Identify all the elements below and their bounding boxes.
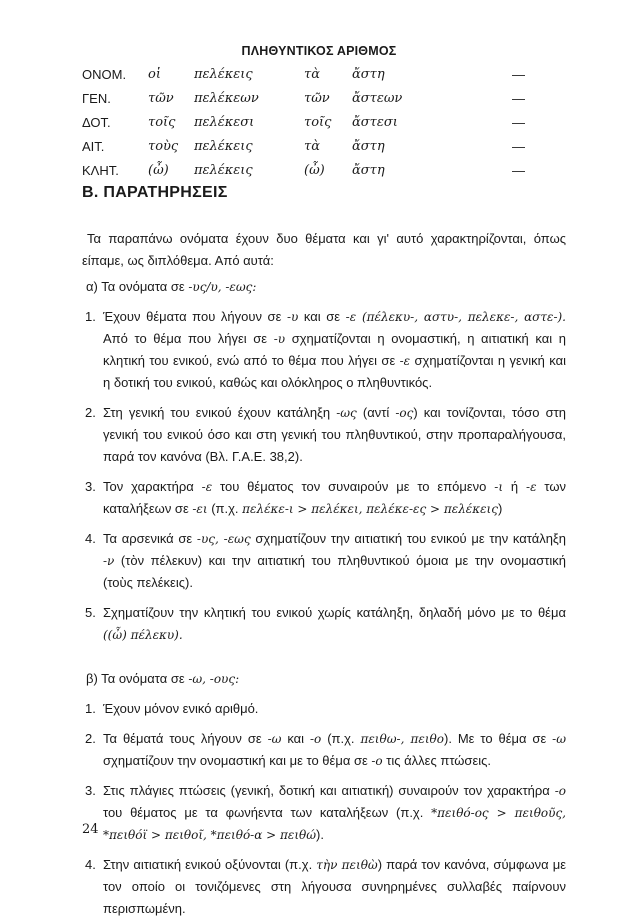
cell-form2: ἄστη: [352, 66, 385, 82]
list-item: [82, 698, 566, 720]
text-run: Στις πλάγιες πτώσεις (γενική, δοτική και αιτιατική) συναιρούν τον χαρακτήρα: [103, 783, 555, 798]
text-run: ή: [503, 479, 527, 494]
cell-art1: (ὦ): [148, 162, 169, 178]
cell-form1: πελέκεων: [194, 90, 259, 106]
text-run: και: [281, 731, 310, 746]
declension-row: [82, 134, 532, 158]
list-item-number: 4.: [85, 531, 96, 546]
cell-art1: τοὺς: [148, 138, 179, 154]
section-title: Β. ΠΑΡΑΤΗΡΗΣΕΙΣ: [82, 184, 228, 201]
list-item-text: [101, 476, 566, 520]
list-item: [82, 728, 566, 772]
cell-dash: —: [512, 90, 525, 106]
text-run: και σε: [298, 309, 346, 324]
text-run: Τον χαρακτήρα: [103, 479, 202, 494]
list-item-number: 1.: [85, 309, 96, 324]
text-run: (π.χ.: [207, 501, 243, 516]
cell-form2: ἄστη: [352, 138, 385, 154]
cell-case: ΚΛΗΤ.: [82, 162, 119, 178]
cell-case: ΓΕΝ.: [82, 90, 111, 106]
subsection-a-endings: -υς/υ, -εως:: [188, 280, 257, 294]
subsection-b-endings: -ω, -ους:: [188, 672, 240, 686]
intro-paragraph: Τα παραπάνω ονόματα έχουν δυο θέματα και γι' αυτό χαρακτηρίζονται, όπως είπαμε, ως διπλόθεμα. Από αυτά:: [82, 231, 566, 268]
list-item-text: [101, 528, 566, 594]
text-run: Έχουν θέματα που λήγουν σε: [103, 309, 287, 324]
cell-case: ΔΟΤ.: [82, 114, 111, 130]
subsection-b-prefix: β) Τα ονόματα σε: [86, 671, 189, 686]
list-item: [82, 854, 566, 920]
text-run: σχηματίζονται η γενική και η δοτική του ενικού, καθώς και ολόκληρος ο πληθυντικός.: [103, 353, 566, 390]
cell-dash: —: [512, 162, 525, 178]
italic-form: -ι: [494, 480, 504, 494]
text-run: Έχουν μόνον ενικό αριθμό.: [103, 701, 259, 716]
italic-form: πειθω-, πειθο: [360, 732, 444, 746]
italic-form: -υ: [273, 332, 286, 346]
text-run: των καταλήξεων σε: [103, 479, 566, 516]
text-run: ).: [316, 827, 324, 842]
italic-form: -ω: [267, 732, 282, 746]
list-item-text: [101, 854, 566, 920]
list-item: [82, 306, 566, 394]
italic-form: τὴν πειθὼ: [316, 858, 378, 872]
italic-form: -ω: [552, 732, 567, 746]
text-run: Τα αρσενικά σε: [103, 531, 197, 546]
cell-form2: ἄστεων: [352, 90, 403, 106]
list-item: [82, 402, 566, 468]
italic-form: -υς, -εως: [196, 532, 251, 546]
text-run: του θέματος τον συναιρούν με το επόμενο: [212, 479, 495, 494]
declension-row: [82, 86, 532, 110]
text-run: σχηματίζουν την αιτιατική του ενικού με την κατάληξη: [250, 531, 566, 546]
observations-body: [82, 228, 566, 920]
list-item-number: 3.: [85, 783, 96, 798]
text-run: Στη γενική του ενικού έχουν κατάληξη: [103, 405, 337, 420]
text-run: ): [497, 501, 503, 516]
text-run: Από το θέμα που λήγει σε: [103, 331, 274, 346]
list-item-number: 4.: [85, 857, 96, 872]
italic-form: -ε (πέλεκυ-, αστυ-, πελεκε-, αστε-).: [345, 310, 566, 324]
text-run: του θέματος με τα φωνήεντα των καταλήξεων (π.χ.: [103, 805, 432, 820]
italic-form: *πειθό-ος > πειθοῦς, *πειθόϊ > πειθοῖ, *πειθό-α > πειθώ: [103, 806, 566, 842]
subsection-a-heading: [82, 276, 566, 298]
text-run: ) και τονίζονται, τόσο στη γενική του ενικού όσο και στη γενική του πληθυντικού, στην προπαραλήγουσα, παρά τον κανόνα (Βλ. Γ.Α.Ε. 38,2).: [103, 405, 566, 464]
subsection-b-heading: [82, 668, 566, 690]
text-run: (π.χ.: [321, 731, 361, 746]
list-item: [82, 528, 566, 594]
cell-dash: —: [512, 66, 525, 82]
italic-form: -ε: [526, 480, 537, 494]
declension-row: [82, 110, 532, 134]
list-item-number: 5.: [85, 605, 96, 620]
cell-art2: (ὦ): [304, 162, 325, 178]
cell-form1: πελέκεις: [194, 66, 253, 82]
cell-art2: τῶν: [304, 90, 330, 106]
text-run: (τὸν πέλεκυν) και την αιτιατική του πληθυντικού όμοια με την ονομαστική (τοὺς πελέκεις).: [103, 553, 566, 590]
cell-art2: τὰ: [304, 66, 320, 82]
list-item-number: 2.: [85, 405, 96, 420]
list-item: [82, 602, 566, 646]
list-item-number: 2.: [85, 731, 96, 746]
cell-art1: τῶν: [148, 90, 174, 106]
text-run: ). Με το θέμα σε: [443, 731, 553, 746]
subsection-a-list: [82, 306, 566, 646]
cell-form2: ἄστεσι: [352, 114, 398, 130]
text-run: ) παρά τον κανόνα, σύμφωνα με τον οποίο οι τονιζόμενες στη λήγουσα συνηρημένες συλλαβές παίρνουν περισπωμένη.: [103, 857, 566, 916]
cell-dash: —: [512, 114, 525, 130]
cell-form1: πελέκεις: [194, 138, 253, 154]
list-item-text: [101, 402, 566, 468]
text-run: Στην αιτιατική ενικού οξύνονται (π.χ.: [103, 857, 317, 872]
declension-table: [82, 62, 532, 182]
italic-form: -ε: [201, 480, 213, 494]
list-item-text: [101, 780, 566, 846]
cell-art1: τοῖς: [148, 114, 176, 130]
italic-form: -ει: [192, 502, 208, 516]
plural-heading: ΠΛΗΘΥΝΤΙΚΟΣ ΑΡΙΘΜΟΣ: [241, 44, 397, 58]
text-run: Τα θέματά τους λήγουν σε: [103, 731, 268, 746]
italic-form: ((ὦ) πέλεκυ).: [103, 628, 183, 642]
list-item: [82, 476, 566, 520]
cell-case: ΑΙΤ.: [82, 138, 105, 154]
italic-form: -ος: [395, 406, 414, 420]
page-number: 24: [82, 822, 99, 837]
text-run: σχηματίζουν την ονομαστική και με το θέμα σε: [103, 753, 372, 768]
cell-form2: ἄστη: [352, 162, 385, 178]
list-item-number: 3.: [85, 479, 96, 494]
italic-form: πελέκε-ι > πελέκει, πελέκε-ες > πελέκεις: [242, 502, 498, 516]
list-item-text: [101, 698, 566, 720]
italic-form: -ο: [371, 754, 383, 768]
cell-art1: οἱ: [148, 66, 161, 82]
cell-form1: πελέκεσι: [194, 114, 255, 130]
text-run: τις άλλες πτώσεις.: [382, 753, 492, 768]
cell-form1: πελέκεις: [194, 162, 253, 178]
list-item-text: [101, 602, 566, 646]
subsection-a-prefix: α) Τα ονόματα σε: [86, 279, 189, 294]
italic-form: -ε: [399, 354, 411, 368]
list-item-text: [101, 728, 566, 772]
list-item-number: 1.: [85, 701, 96, 716]
subsection-b-list: [82, 698, 566, 920]
cell-art2: τὰ: [304, 138, 320, 154]
cell-case: ΟΝΟΜ.: [82, 66, 127, 82]
text-run: Σχηματίζουν την κλητική του ενικού χωρίς κατάληξη, δηλαδή μόνο με το θέμα: [103, 605, 566, 620]
italic-form: -ο: [310, 732, 322, 746]
italic-form: -υ: [286, 310, 299, 324]
declension-row: [82, 62, 532, 86]
italic-form: -ως: [336, 406, 357, 420]
italic-form: -ο: [554, 784, 566, 798]
italic-form: -ν: [103, 554, 115, 568]
text-run: σχηματίζονται η ονομαστική, η αιτιατική και η κλητική του ενικού, ενώ από το θέμα που λήγει σε: [103, 331, 566, 368]
list-item: [82, 780, 566, 846]
declension-row: [82, 158, 532, 182]
list-item-text: [101, 306, 566, 394]
text-run: (αντί: [356, 405, 396, 420]
cell-art2: τοῖς: [304, 114, 332, 130]
cell-dash: —: [512, 138, 525, 154]
